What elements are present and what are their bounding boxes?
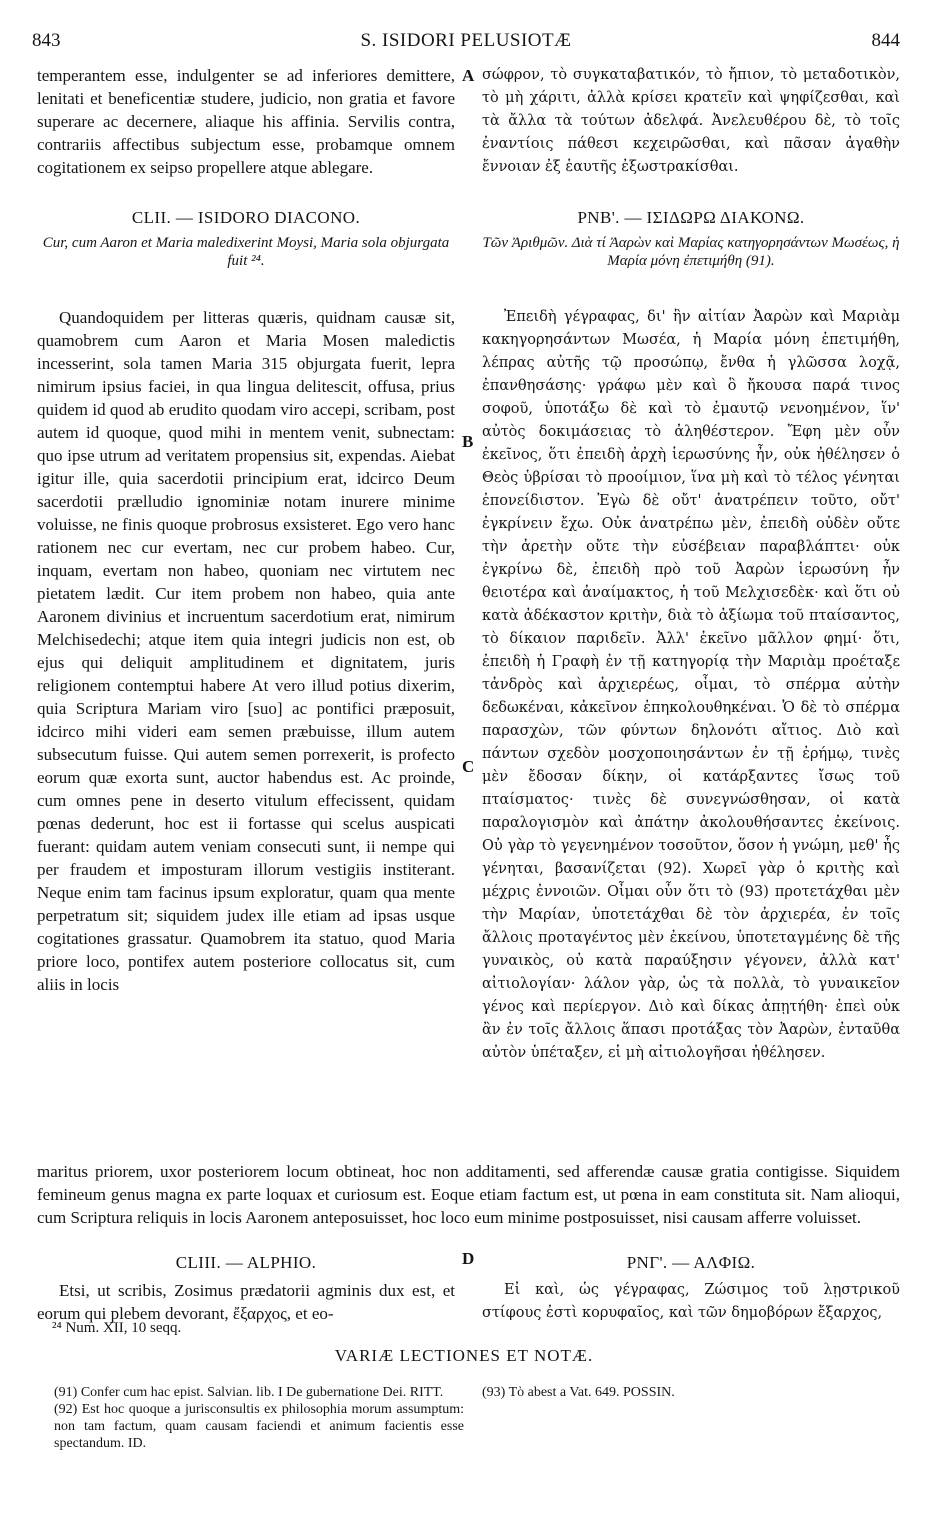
greek-epistle-152-body: Ἐπειδὴ γέγραφας, δι' ἣν αἰτίαν Ἀαρὼν καὶ Μαριὰμ κακηγορησάντων Μωσέα, ἡ Μαρία μόνη ἐπετιμήθη, λέπρας αὐτῆς τῷ προσώπῳ, ἔνθα ἡ γλῶσσα λοχᾷ, ἐπανθησάσης· γράφω μὲν καὶ ὃ ἤκουσα παρά τινος σοφοῦ, ὑποτάξω δὲ καὶ τὸ ἐμαυτῷ νενοημένον, ἵν' αὐτὸς δοκιμάσειας τὸ ἀληθέστερον. Ἔφη μὲν οὖν ἐκεῖνος, ὅτι ἐπειδὴ ἀρχὴ ἱερωσύνης ἦν, οὐκ ἠθέλησεν ὁ Θεὸς ὑβρίσαι τὸ προοίμιον, ἵνα μὴ καὶ τὸ τέλος γένηται ἐπονείδιστον. Ἐγὼ δὲ οὔτ' ἀνατρέπειν τοῦτο, οὔτ' ἐγκρίνειν ἔχω. Οὐκ ἀνατρέπω μὲν, ἐπειδὴ οὐδὲν οὔτε τὴν ἀρετὴν οὔτε τὴν εὐσέβειαν παραβλάπτει· οὐκ ἐγκρίνω δὲ, ἐπειδὴ πρὸ τοῦ Ἀαρὼν ἱερωσύνη ἦν θειοτέρα καὶ ἀναίμακτος, ἡ τοῦ Μελχισεδὲκ· καὶ ὅτι οὐ κατὰ ἀδέκαστον κριτὴν, διὰ τὸ ἀξίωμα τοῦ πταίσαντος, τὸ δίκαιον παριδεῖν. Ἀλλ' ἐκεῖνο μᾶλλον φημί· ὅτι, ἐπειδὴ ἡ Γραφὴ ἐν τῇ κατηγορίᾳ τὴν Μαριὰμ προέταξε τἀνδρὸς καὶ ἀρχιερέως, οἶμαι, τὸ σπέρμα αὐτὴν δεδωκέναι, κἀκεῖνον ἐπηκολουθηκέναι. Ὁ δὲ τὸ σπέρμα παρασχὼν, τῶν φύντων δηλονότι αἴτιος. Διὸ καὶ πάντων σχεδὸν μοσχοποιησάντων ἐν τῇ ἐρήμῳ, τινὲς μὲν ἔδοσαν δίκην, οἱ κατάρξαντες ἴσως τοῦ πταίσματος· τινὲς δὲ συνεγνώσθησαν, οἱ κατὰ παραλογισμὸν καὶ ἀπάτην ἀκολουθήσαντες ἐκείνοις. Οὐ γὰρ τὸ γεγενημένον τοσοῦτον, ὅσον ἡ γνώμη, μεθ' ἧς γένηται, βασανίζεται (92). Χωρεῖ γὰρ ὁ κριτὴς καὶ μέχρις ἐννοιῶν. Οἶμαι οὖν ὅτι τὸ (93) προτετάχθαι μὲν τὴν Μαρίαν, ὑποτετάχθαι δὲ τὸν ἀρχιερέα, ἐν τοῖς ἄλλοις προταγέντος μὲν ἐκείνου, ὑποτεταγμένης δὲ τῆς γυναικὸς, οὐ κατὰ παραύξησιν γέγονεν, ἀλλὰ κατ' αἰτιολογίαν· λάλον γὰρ, ὡς τὰ πολλὰ, τὸ γυναικεῖον γένος καὶ περίεργον. Διὸ καὶ δίκας ἀπῃτήθη· ἐπεὶ οὐκ ἂν ἐν τοῖς ἄλλοις ἅπασι προτάξας τὸν Ἀαρὼν, ἐνταῦθα αὐτὸν ὑπέταξεν, εἰ μὴ αἰτιολογῆσαι ἠθέλησεν. [482,309,900,1061]
notes-left-column [54,1384,464,1452]
page-number-right: 844 [871,30,900,51]
note-93: (93) Τὸ abest a Vat. 649. POSSIN. [482,1385,675,1400]
greek-epistle-152-subtitle: Τῶν Ἀριθμῶν. Διὰ τί Ἀαρὼν καὶ Μαρίας κατηγορησάντων Μωσέως, ἡ Μαρία μόνη ἐπετιμήθη (91). [482,235,900,269]
page-number-left: 843 [32,30,61,51]
greek-top-paragraph: σώφρον, τὸ συγκαταβατικόν, τὸ ἤπιον, τὸ μεταδοτικὸν, τὸ μὴ χάριτι, ἀλλὰ κρίσει κρατεῖν καὶ ψηφίζεσθαι, καὶ τὰ ἄλλα τὰ τούτων ἀδελφά. Ἀνελευθέρου δὲ, τὸ τοῖς ἐναντίοις πάθεσι κεχειρῶσθαι, καὶ πᾶσαν ἀγαθὴν ἔννοιαν ἐξ ἑαυτῆς ἐξωστρακίσθαι. [482,67,900,175]
page-header [32,30,900,60]
latin-epistle-153-heading: CLIII. — ALPHIO. [175,1253,317,1272]
footnote: ²⁴ Num. XII, 10 seqq. [52,1320,182,1336]
greek-epistle-153-body: Εἰ καὶ, ὡς γέγραφας, Ζώσιμος τοῦ λῃστρικοῦ στίφους ἐστὶ κορυφαῖος, καὶ τῶν δημοβόρων ἔξαρχος, [482,1282,900,1321]
margin-letter-b: B [462,432,474,451]
margin-letter-a: A [462,66,475,85]
latin-top-paragraph: temperantem esse, indulgenter se ad inferiores demittere, lenitati et beneficentiæ studere, judicio, non gratia et favore superare ac decernere, aliaque his affinia. Servilis contra, contrariis affectibus subjectum esse, probamque omnem cogitationem ex seipso propellere atque ablegare. [37,66,455,177]
latin-full-width-conclusion: maritus priorem, uxor posteriorem locum obtineat, hoc non additamenti, sed afferendæ causæ gratia contigisse. Siquidem femineum genus magna ex parte loquax et curiosum est. Eoque etiam factum est, ut pœna in eam constituta sit. Nam alioqui, cum Scriptura reliquis in locis Aaronem anteposuisset, hoc loco eum minime postposuisset, nisi causam afferre voluisset. [37,1162,900,1227]
latin-epistle-152-subtitle: Cur, cum Aaron et Maria maledixerint Moysi, Maria sola objurgata fuit ²⁴. [42,235,450,269]
notes-title: VARIÆ LECTIONES ET NOTÆ. [334,1346,594,1365]
greek-epistle-153-heading: ΡΝΓ'. — ΑΛΦΙΩ. [626,1253,756,1272]
latin-epistle-153-body: Etsi, ut scribis, Zosimus prædatorii agminis dux est, et eorum qui plebem devorant, ἔξαρχος, et eo- [37,1281,455,1323]
latin-epistle-152-heading: CLII. — ISIDORO DIACONO. [131,208,361,227]
running-title: S. ISIDORI PELUSIOTÆ [360,30,572,51]
margin-letter-d: D [462,1249,475,1268]
note-91: (91) Confer cum hac epist. Salvian. lib. I De gubernatione Dei. RITT. [54,1385,444,1400]
notes-right-column [482,1384,882,1401]
latin-epistle-152-body: Quandoquidem per litteras quæris, quidnam causæ sit, quamobrem cum Aaron et Maria Mosen maledictis incesserint, sola tamen Maria 315 objurgata fuerit, lepra nimirum ipsius faciei, in qua lingua delitescit, offusa, prius quidem id quod ab erudito quodam viro accepi, scribam, post autem id quoque, quod mihi in mentem venit, subnectam: quo ipse utrum ad veritatem propensius sit, expendas. Aiebat igitur ille, quia sacerdotii principium erat, idcirco Deum sacerdotii prælludio ignominiæ notam inurere minime voluisse, ne finis quoque probrosus exsisteret. Ego vero hanc rationem nec cur evertam, nec cur probem habeo. Cur, inquam, evertam non habeo, quoniam nec virtutem nec pietatem lædit. Cur item probem non habeo, quia ante Aaronem divinius et incruentum sacerdotium erat, nimirum Melchisedechi; atque item quia integri judicis non est, ob ejus qui deliquit amplitudinem et dignitatem, juris religionem contemptui habere At vero illud potius dixerim, quia Scriptura Mariam viro [suo] ac pontifici præposuit, idcirco mihi videri eam semen præbuisse, illum autem subsecutum fuisse. Qui autem semen porrexerit, is profecto eorum quæ exorta sunt, auctor habendus est. Ac proinde, cum omnes pene in deserto vitulum effecissent, quidam pœnas dederunt, hoc est ii fortasse qui scelus auspicati fuerant: quidam autem veniam consecuti sunt, ii nempe qui per fraudem et imposturam illorum vestigiis institerant. Neque enim tam facinus ipsum exploratur, quam qua mente perpetratum sit; siquidem judex ille etiam ad ipsas usque cogitationes grassatur. Quamobrem ita statuo, quod Maria priore loco, pontifex autem posteriore collocatus sit, cum aliis in locis [37,308,455,994]
greek-epistle-152-heading: ΡΝΒ'. — ΙΣΙΔΩΡΩ ΔΙΑΚΟΝΩ. [577,208,805,227]
note-92: (92) Est hoc quoque a jurisconsultis ex philosophia morum assumptum: non tam factum, quam causam faciendi et animum facientis esse spectandum. ID. [54,1402,464,1451]
margin-letter-c: C [462,757,475,776]
